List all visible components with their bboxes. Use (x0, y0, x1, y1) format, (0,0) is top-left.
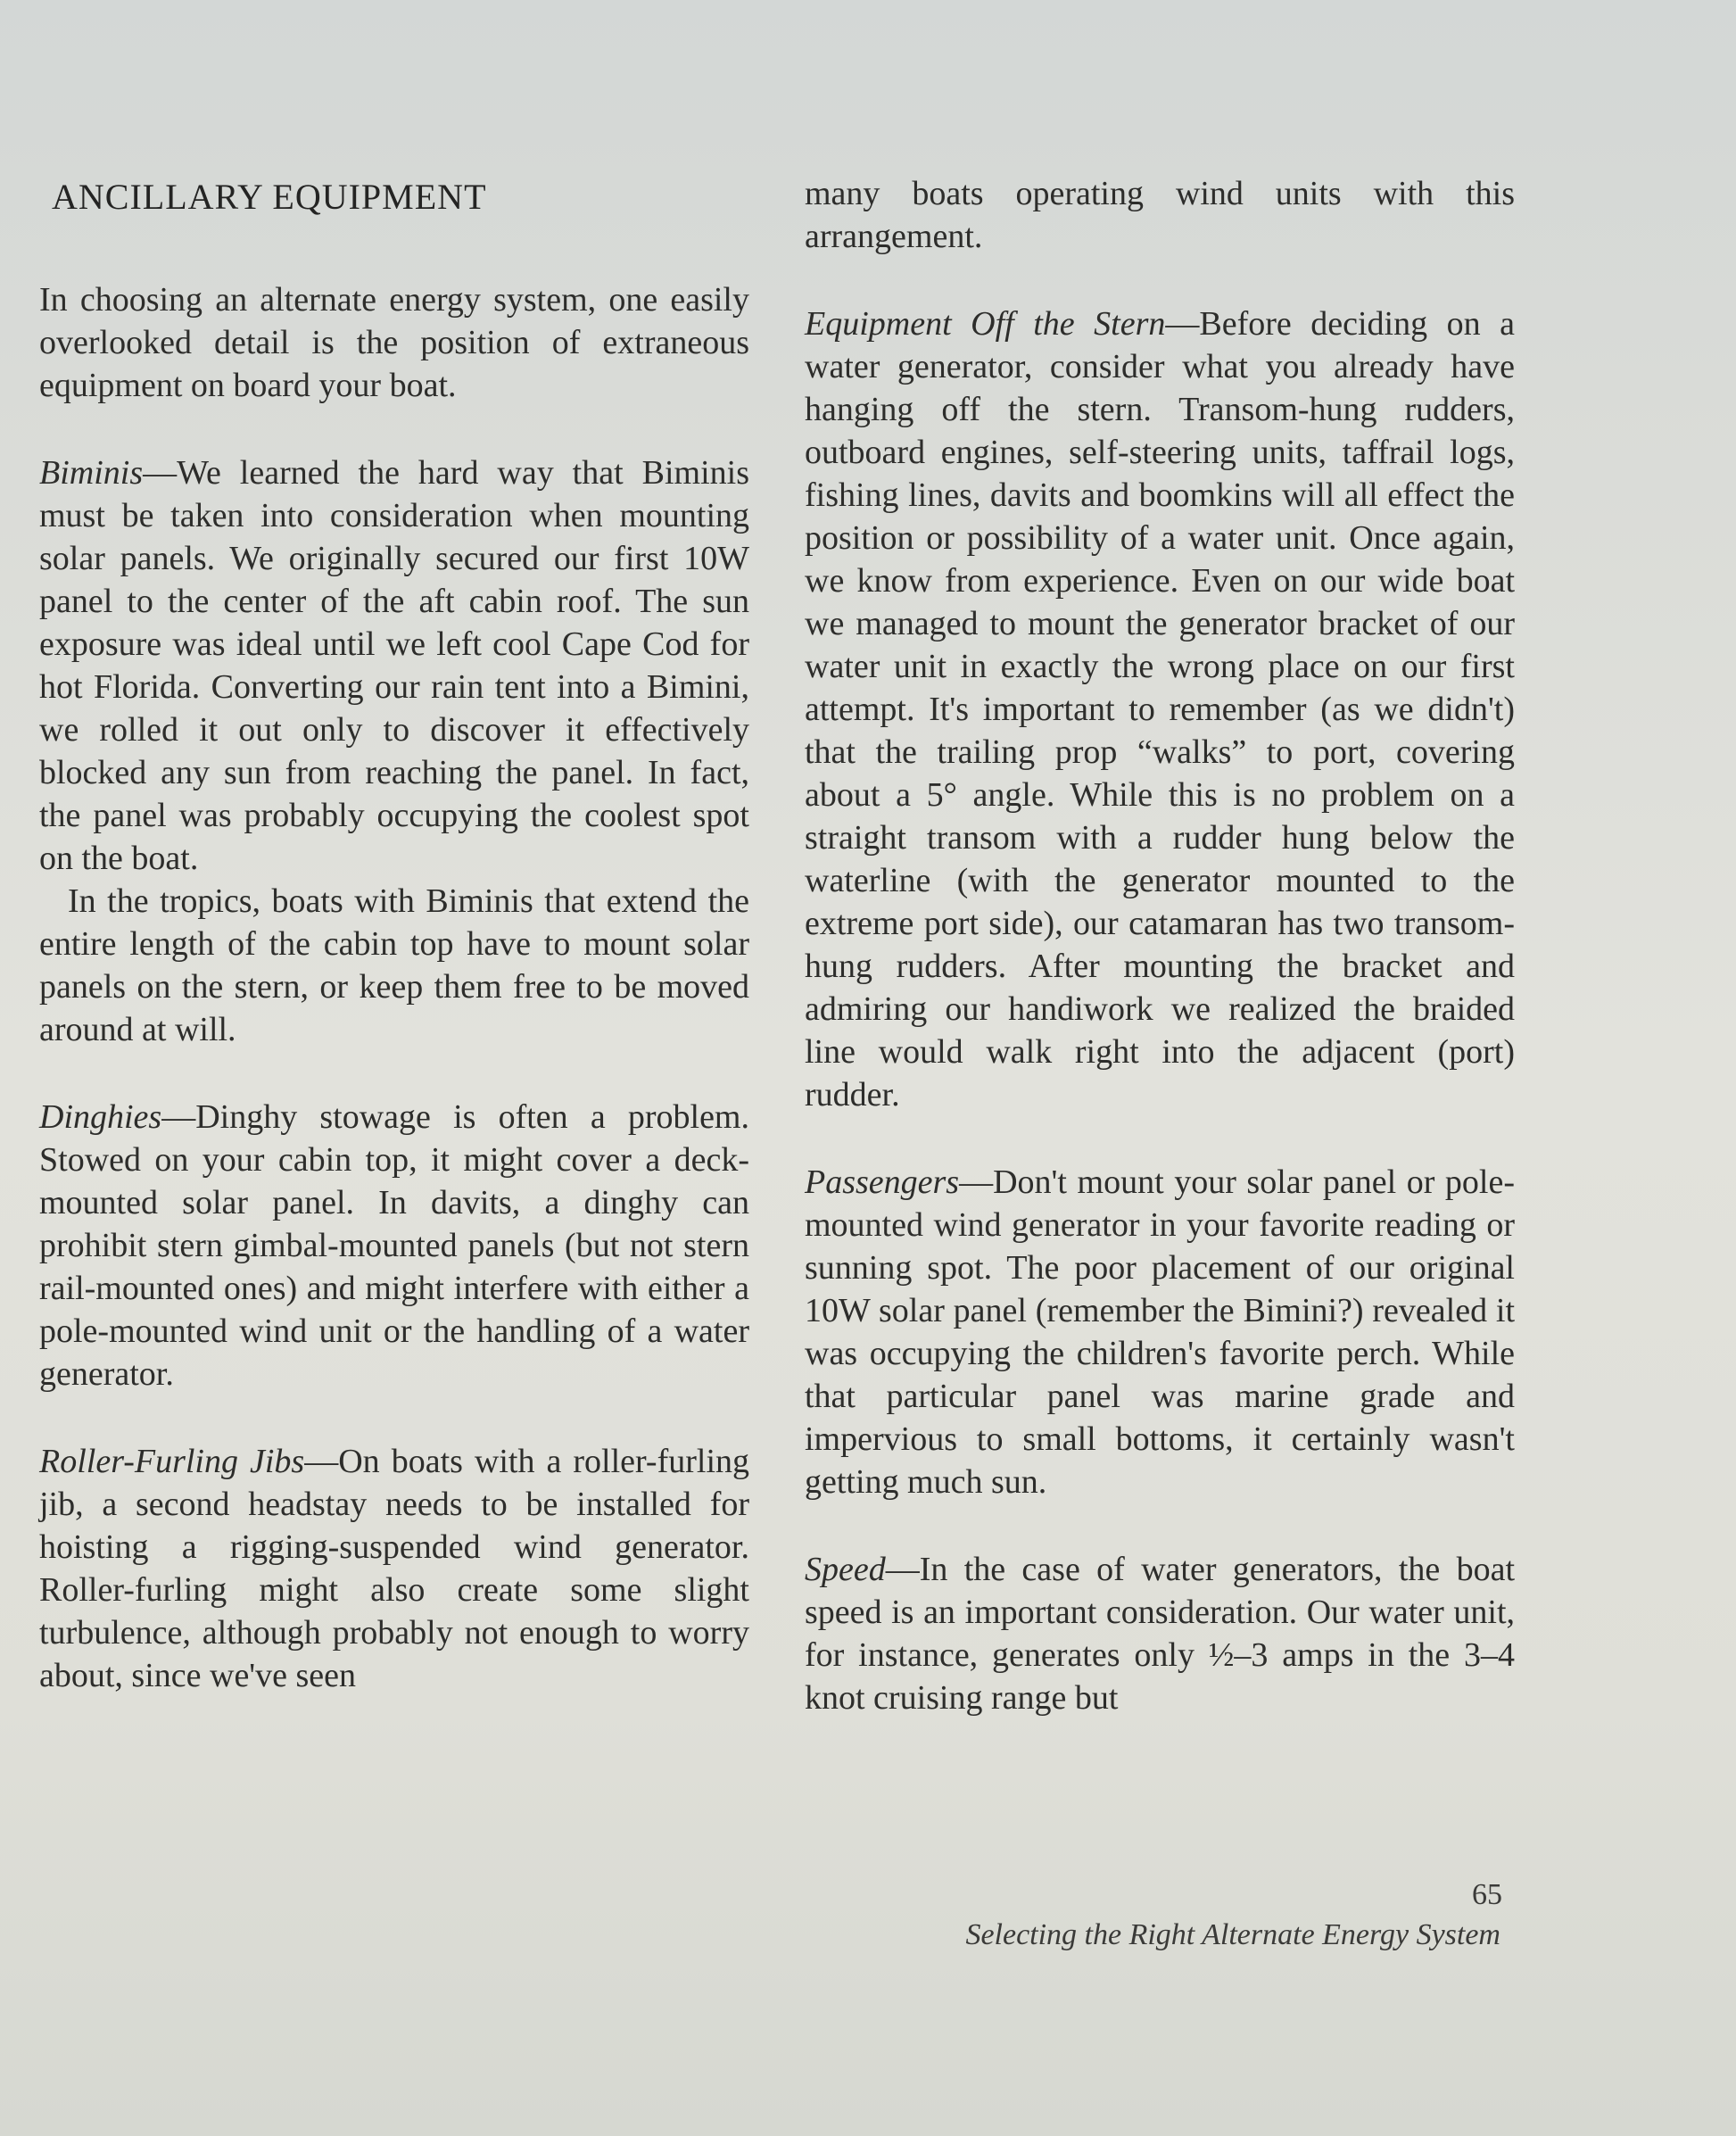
biminis-run-in-head: Biminis (39, 454, 144, 492)
stern-equipment-paragraph (805, 302, 1515, 1116)
dinghies-run-in-head: Dinghies (39, 1098, 162, 1136)
biminis-body: —We learned the hard way that Biminis must be taken into consideration when mounting solar panels. We originally secured our first 10W panel to the center of the aft cabin roof. The sun exposure was ideal until we left cool Cape Cod for hot Florida. Converting our rain tent into a Bimini, we rolled it out only to discover it effectively blocked any sun from reaching the panel. In fact, the panel was probably occupying the coolest spot on the boat. (39, 454, 749, 877)
biminis-paragraph-2: In the tropics, boats with Biminis that extend the entire length of the cabin top have to mount solar panels on the stern, or keep them free to be moved around at will. (39, 882, 749, 1048)
speed-run-in-head: Speed (805, 1551, 886, 1588)
right-column (805, 174, 1515, 1719)
roller-furling-body: —On boats with a roller-furling jib, a second headstay needs to be installed for hoisting a rigging-suspended wind generator. Roller-furling might also create some slight turbulence, although probably not enough to worry about, since we've seen (39, 1443, 750, 1694)
stern-equipment-run-in-head: Equipment Off the Stern (805, 305, 1166, 343)
intro-paragraph: In choosing an alternate energy system, one easily overlooked detail is the position of extraneous equipment on board your boat. (39, 281, 749, 404)
left-column (39, 174, 749, 1697)
roller-furling-run-in-head: Roller-Furling Jibs (39, 1443, 305, 1480)
passengers-body: —Don't mount your solar panel or pole-mounted wind generator in your favorite reading or sunning spot. The poor placement of our original 10W solar panel (remember the Bimini?) revealed it was occupying the children's favorite perch. While that particular panel was marine grade and impervious to small bottoms, it certainly wasn't getting much sun. (805, 1163, 1515, 1501)
speed-paragraph (805, 1548, 1515, 1719)
dinghies-paragraph (39, 1096, 749, 1395)
speed-body: —In the case of water generators, the boat speed is an important consideration. Our water unit, for instance, generates only ½–3 amps in the 3–4 knot cruising range but (805, 1551, 1515, 1717)
page-number: 65 (1472, 1878, 1502, 1911)
continuation-paragraph: many boats operating wind units with this arrangement. (805, 175, 1515, 255)
stern-equipment-body: —Before deciding on a water generator, consider what you already have hanging off the stern. Transom-hung rudders, outboard engines, self-steering units, taffrail logs, fishing lines, davits and boomkins will all effect the position or possibility of a water unit. Once again, we know from experience. Even on our wide boat we managed to mount the generator bracket of our water unit in exactly the wrong place on our first attempt. It's important to remember (as we didn't) that the trailing prop “walks” to port, covering about a 5° angle. While this is no problem on a straight transom with a rudder hung below the waterline (with the generator mounted to the extreme port side), our catamaran has two transom-hung rudders. After mounting the bracket and admiring our handiwork we realized the braided line would walk right into the adjacent (port) rudder. (805, 305, 1515, 1114)
roller-furling-paragraph (39, 1440, 749, 1697)
biminis-paragraph (39, 451, 749, 880)
passengers-run-in-head: Passengers (805, 1163, 960, 1201)
dinghies-body: —Dinghy stowage is often a problem. Stowed on your cabin top, it might cover a deck-mounted solar panel. In davits, a dinghy can prohibit stern gimbal-mounted panels (but not stern rail-mounted ones) and might interfere with either a pole-mounted wind unit or the handling of a water generator. (39, 1098, 749, 1393)
passengers-paragraph (805, 1161, 1515, 1503)
section-heading: ANCILLARY EQUIPMENT (52, 177, 487, 217)
running-footer: Selecting the Right Alternate Energy System (965, 1918, 1500, 1951)
